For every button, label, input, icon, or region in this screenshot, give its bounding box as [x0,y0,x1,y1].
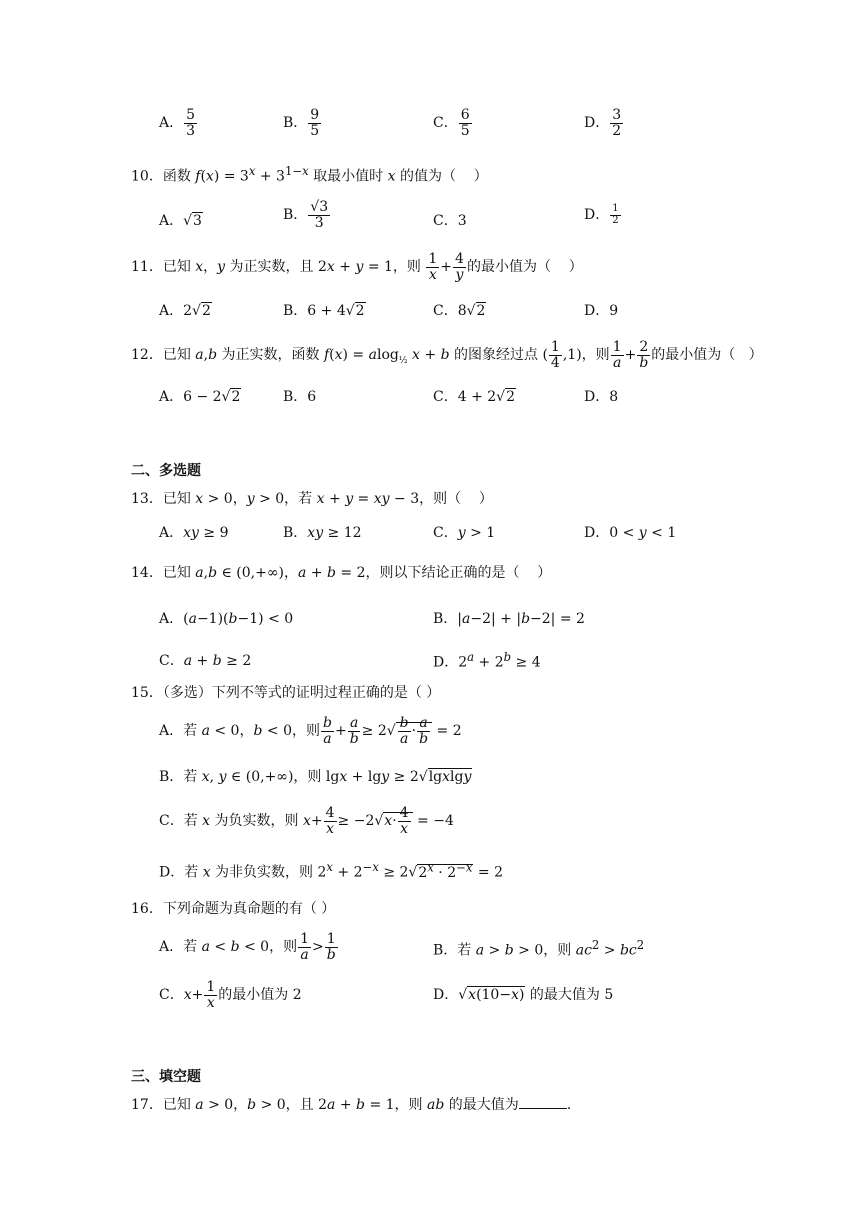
q11-option-b: B．6 + 4√2 [283,303,365,319]
q15-option-d: D．若 x 为非负实数，则 $2^x + 2^{-x} \ge 2√2^x \cdot 2^{-x} = 2$ [159,860,504,881]
question-12: 12．已知 a,b 为正实数，函数 f(x) = alog$_{\frac{1}{2}}$ x + b 的图象经过点 ( $\frac{1}{4}$ ,1)，则 $\frac{1}{a}$ + $\frac{2}{b}$ 的最小值为（ ） [131,339,763,371]
q10-option-d: D． $\frac{1}{2}$ [584,203,619,226]
section-heading-multi: 二、多选题 [131,463,201,479]
q11-option-d: D．9 [584,303,619,319]
q16-option-c: C．x+ $\frac{1}{x}$ 的最小值为 2 [159,979,302,1011]
question-13: 13．已知 x > 0，y > 0，若 x + y = xy − 3，则（ ） [131,491,493,507]
question-17: 17．已知 a > 0，b > 0，且 2a + b = 1，则 ab 的最大值为 . [131,1097,572,1113]
q12-option-b: B．6 [283,389,317,405]
q10-option-b: B． $\frac{√3}{3}$ [283,199,329,231]
q13-option-c: C．y > 1 [433,525,496,541]
question-11: 11．已知 x，y 为正实数，且 2x + y = 1，则 $\frac{1}{x}$ + $\frac{4}{y}$ 的最小值为（ ） [131,251,583,283]
q15-option-a: A．若 a < 0，b < 0，则 $\frac{b}{a}$ + $\frac{a}{b}$ ≥ 2√ $\frac{b}{a}$ · $\frac{a}{b}$ = 2 [159,715,462,747]
question-10: 10．函数 $f(x) = 3^x + 3^{1-x}$ 取最小值时 x 的值为（ ） [131,164,488,185]
q12-option-a: A．6 − 2√2 [159,389,241,405]
q14-option-a: A．(a−1)(b−1) < 0 [159,611,294,627]
q16-option-a: A．若 a < b < 0，则 $\frac{1}{a}$ > $\frac{1}{b}$ [159,931,336,963]
q10-option-c: C．3 [433,213,467,229]
q13-option-b: B．xy ≥ 12 [283,525,362,541]
q11-option-c: C．8√2 [433,303,486,319]
q13-option-a: A．xy ≥ 9 [159,525,229,541]
q11-option-a: A．2√2 [159,303,211,319]
q16-option-d: D．√x(10−x) 的最大值为 5 [433,987,614,1003]
q15-option-b: B．若 x, y ∈ (0,+∞)，则 lgx + lgy ≥ 2√lgxlgy [159,769,472,785]
answer-blank[interactable] [519,1096,567,1109]
q14-option-b: B．|a−2| + |b−2| = 2 [433,611,585,627]
section-heading-fill: 三、填空题 [131,1069,201,1085]
q12-option-c: C．4 + 2√2 [433,389,515,405]
q15-option-c: C．若 x 为负实数，则 x+ $\frac{4}{x}$ ≥ −2√x· $\frac{4}{x}$ = −4 [159,805,454,837]
question-15: 15．（多选）下列不等式的证明过程正确的是（ ） [131,685,441,701]
q14-option-c: C．a + b ≥ 2 [159,653,252,669]
q9-option-b: B． $\frac{9}{5}$ [283,107,320,139]
q16-option-b: B．若 a > b > 0，则 $ac^2 > bc^2$ [433,938,645,959]
q9-option-a: A． $\frac{5}{3}$ [159,107,196,139]
q9-option-d: D． $\frac{3}{2}$ [584,107,622,139]
q12-option-d: D．8 [584,389,619,405]
q13-option-d: D．0 < y < 1 [584,525,677,541]
q10-option-a: A．√3 [159,213,202,229]
question-14: 14．已知 a,b ∈ (0,+∞)，a + b = 2，则以下结论正确的是（ ） [131,565,552,581]
q14-option-d: D．$2^a + 2^b \ge 4$ [433,650,541,671]
q9-option-c: C． $\frac{6}{5}$ [433,107,470,139]
question-16: 16．下列命题为真命题的有（ ） [131,901,336,917]
